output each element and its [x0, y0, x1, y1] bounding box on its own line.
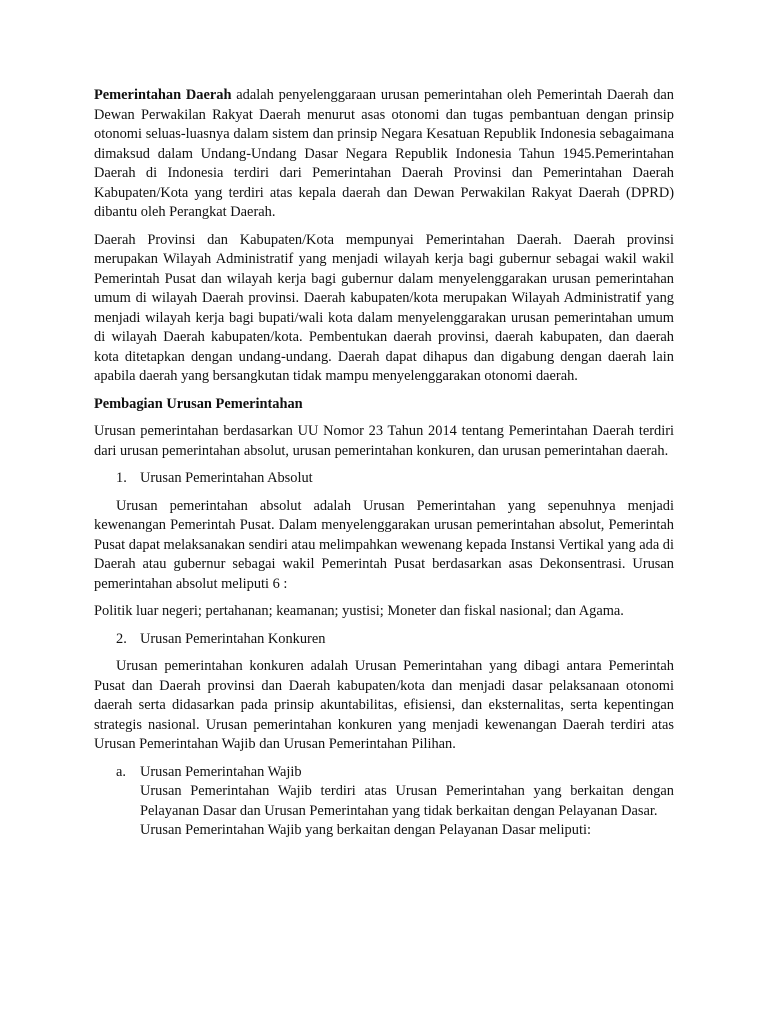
sublist-letter: a. — [116, 763, 126, 780]
list-item-konkuren — [94, 630, 674, 650]
sublist-item-wajib — [116, 763, 674, 783]
list-item-absolut — [94, 469, 674, 489]
paragraph-pemerintahan-daerah — [94, 86, 674, 223]
paragraph-urusan-pemerintahan: Urusan pemerintahan berdasarkan UU Nomor 23 Tahun 2014 tentang Pemerintahan Daerah terdiri dari urusan pemerintahan absolut, urusan pemerintahan konkuren, dan urusan pemerintahan daerah. — [94, 423, 674, 459]
paragraph-daerah-provinsi: Daerah Provinsi dan Kabupaten/Kota mempunyai Pemerintahan Daerah. Daerah provinsi merupakan Wilayah Administratif yang menjadi wilayah kerja bagi gubernur sebagai wakil wakil Pemerintah Pusat dan wilayah kerja bagi gubernur dalam menyelenggarakan urusan pemerintahan umum di wilayah Daerah provinsi. Daerah kabupaten/kota merupakan Wilayah Administratif yang menjadi wilayah kerja bagi bupati/wali kota dalam menyelenggarakan urusan pemerintahan umum di wilayah Daerah kabupaten/kota. Pembentukan daerah provinsi, daerah kabupaten, dan daerah kota ditetapkan dengan undang-undang. Daerah dapat dihapus dan digabung dengan daerah lain apabila daerah yang bersangkutan tidak mampu menyelenggarakan otonomi daerah. — [94, 231, 674, 384]
list-label: Urusan Pemerintahan Absolut — [140, 470, 313, 486]
sublist-text: Urusan Pemerintahan Wajib yang berkaitan dengan Pelayanan Dasar meliputi: — [140, 822, 591, 838]
list-label: Urusan Pemerintahan Konkuren — [140, 630, 326, 647]
paragraph-konkuren: Urusan pemerintahan konkuren adalah Urusan Pemerintahan yang dibagi antara Pemerintah Pusat dan Daerah provinsi dan Daerah kabupaten/kota dan menjadi dasar pelaksanaan otonomi daerah serta didasarkan pada prinsip akuntabilitas, efisiensi, dan eksternalitas, serta kepentingan strategis nasional. Urusan pemerintahan konkuren yang menjadi kewenangan Daerah terdiri atas Urusan Pemerintahan Wajib dan Urusan Pemerintahan Pilihan. — [94, 658, 674, 752]
sublist-text: Urusan Pemerintahan Wajib terdiri atas Urusan Pemerintahan yang berkaitan dengan Pelayanan Dasar dan Urusan Pemerintahan yang tidak berkaitan dengan Pelayanan Dasar. — [140, 783, 674, 819]
paragraph-absolut: Urusan pemerintahan absolut adalah Urusan Pemerintahan yang sepenuhnya menjadi kewenangan Pemerintah Pusat. Dalam menyelenggarakan urusan pemerintahan absolut, Pemerintah Pusat dapat melaksanakan sendiri atau melimpahkan wewenang kepada Instansi Vertikal yang ada di Daerah atau gubernur sebagai wakil Pemerintah Pusat berdasarkan asas Dekonsentrasi. Urusan pemerintahan absolut meliputi 6 : — [94, 497, 674, 592]
paragraph-absolut-list: Politik luar negeri; pertahanan; keamanan; yustisi; Moneter dan fiskal nasional; dan Agama. — [94, 603, 624, 619]
term-pemerintahan-daerah: Pemerintahan Daerah — [94, 87, 232, 103]
paragraph-text: adalah penyelenggaraan urusan pemerintahan oleh Pemerintah Daerah dan Dewan Perwakilan Rakyat Daerah menurut asas otonomi dan tugas pembantuan dengan prinsip otonomi seluas-luasnya dalam sistem dan prinsip Negara Kesatuan Republik Indonesia sebagaimana dimaksud dalam Undang-Undang Dasar Negara Republik Indonesia Tahun 1945.Pemerintahan Daerah di Indonesia terdiri dari Pemerintahan Daerah Provinsi dan Pemerintahan Daerah Kabupaten/Kota yang terdiri atas kepala daerah dan Dewan Perwakilan Rakyat Daerah (DPRD) dibantu oleh Perangkat Daerah. — [94, 87, 674, 220]
list-number: 2. — [116, 630, 127, 647]
list-number: 1. — [116, 470, 127, 486]
sublist-label: Urusan Pemerintahan Wajib — [140, 763, 302, 780]
sublist-wajib — [116, 763, 674, 841]
section-heading: Pembagian Urusan Pemerintahan — [94, 395, 303, 412]
